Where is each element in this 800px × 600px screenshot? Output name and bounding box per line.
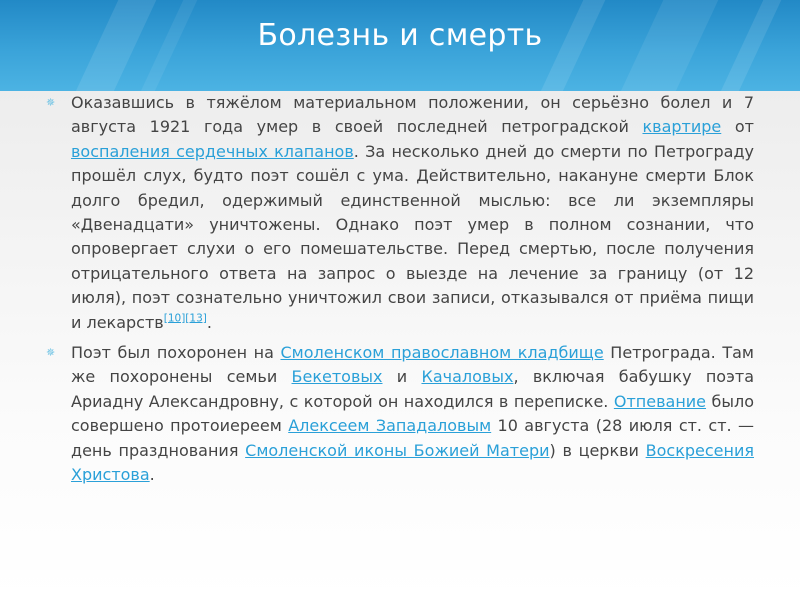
list-item — [44, 341, 754, 487]
link-kachalov-family[interactable]: Качаловых — [421, 367, 514, 387]
list-item — [44, 91, 754, 335]
link-beketov-family[interactable]: Бекетовых — [291, 367, 383, 387]
paragraph-text: от — [721, 117, 754, 137]
paragraph-text: Поэт был похоронен на — [71, 343, 281, 363]
paragraph-text: Петрограда. Там же похоронены семьи — [71, 343, 754, 387]
paragraph-text: . За несколько дней до смерти по Петрограду прошёл слух, будто поэт сошёл с ума. Действительно, накануне смерти Блок долго бредил, одержимый единственной мыслью: все ли экземпляры «Двенадцати» уничтожены. Однако поэт умер в полном сознании, что опровергает слухи о его помешательстве. Перед смертью, после получения отрицательного ответа на запрос о выезде на лечение за границу (от 12 июля), поэт сознательно уничтожил свои записи, отказывался от приёма пищи и лекарств — [71, 141, 754, 332]
link-resurrection-church[interactable]: Воскресения Христова — [71, 440, 754, 485]
paragraph-text: и — [382, 367, 422, 387]
paragraph-text: Оказавшись в тяжёлом материальном положении, он серьёзно болел и 7 августа 1921 года умер в своей последней петроградской — [71, 93, 754, 137]
link-alexey-zapadalov[interactable]: Алексеем Западаловым — [288, 416, 492, 436]
paragraph-text: 10 августа (28 июля ст. ст. — день празднования — [71, 416, 755, 460]
slide-body — [44, 91, 754, 494]
link-smolensk-icon[interactable]: Смоленской иконы Божией Матери — [245, 440, 550, 460]
link-funeral-service[interactable]: Отпевание — [613, 391, 707, 411]
paragraph-text: . — [206, 312, 212, 332]
paragraph-text: . — [149, 465, 155, 485]
paragraph-text: , включая бабушку поэта Ариадну Александровну, с которой он находился в переписке. — [71, 367, 754, 411]
paragraph-text: было совершено протоиереем — [71, 391, 755, 436]
link-apartment[interactable]: квартире — [642, 117, 722, 137]
footnote-ref-10[interactable]: [10] — [163, 312, 186, 325]
footnote-ref-13[interactable]: [13] — [185, 312, 207, 325]
star-bullet-icon: ✵ — [46, 96, 56, 109]
title-bar — [0, 0, 800, 91]
link-heart-valve-inflammation[interactable]: воспаления сердечных клапанов — [71, 141, 354, 161]
slide-title: Болезнь и смерть — [257, 18, 543, 53]
star-bullet-icon: ✵ — [46, 346, 56, 360]
link-smolensky-cemetery[interactable]: Смоленском православном кладбище — [280, 343, 604, 363]
paragraph-text: ) в церкви — [549, 440, 646, 460]
